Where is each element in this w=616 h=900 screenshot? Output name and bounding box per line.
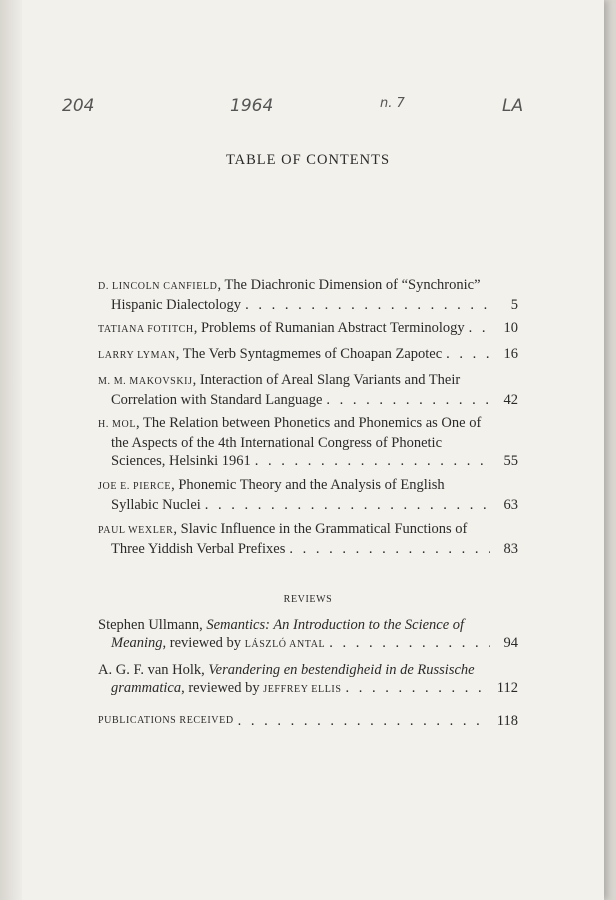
- reviewed-by: , reviewed by: [162, 635, 245, 651]
- article-title: Syllabic Nuclei: [111, 497, 201, 513]
- reviewer: JEFFREY ELLIS: [263, 684, 342, 695]
- leader-dots: [255, 452, 490, 470]
- article-title: , Interaction of Areal Slang Variants and Their: [192, 372, 461, 388]
- author: JOE E. PIERCE: [98, 481, 172, 492]
- leader-dots: [289, 540, 490, 558]
- handwritten-mark: 204: [62, 96, 95, 116]
- page-number: 16: [503, 346, 518, 362]
- page-number: 55: [503, 453, 518, 469]
- toc-entry: [98, 520, 518, 558]
- article-title: , The Relation between Phonetics and Phonemics as One of: [136, 415, 482, 431]
- page-number: 118: [496, 713, 518, 729]
- page-number: 63: [503, 497, 518, 513]
- handwritten-mark: LA: [502, 96, 524, 116]
- leader-dots: [346, 679, 490, 699]
- page-number: 42: [503, 392, 518, 408]
- publications-entry: [98, 712, 518, 730]
- toc-entry: [98, 371, 518, 409]
- article-title: Sciences, Helsinki 1961: [111, 453, 251, 469]
- handwritten-mark: 1964: [230, 96, 274, 116]
- leader-dots: [205, 496, 490, 514]
- toc-entry: [98, 276, 518, 314]
- article-title: Correlation with Standard Language: [111, 392, 323, 408]
- article-title: Three Yiddish Verbal Prefixes: [111, 541, 286, 557]
- article-title: , Phonemic Theory and the Analysis of English: [171, 477, 445, 493]
- author: TATIANA FOTITCH: [98, 324, 194, 335]
- author: LARRY LYMAN: [98, 350, 176, 361]
- author: M. M. MAKOVSKIJ: [98, 376, 193, 387]
- page-number: 10: [503, 320, 518, 336]
- toc-entry: [98, 476, 518, 514]
- article-title: , The Verb Syntagmemes of Choapan Zapotec: [175, 346, 443, 362]
- book-title: Semantics: An Introduction to the Science of: [206, 617, 465, 633]
- leader-dots: [245, 296, 490, 314]
- toc-entry: [98, 345, 518, 365]
- page-gutter: [0, 0, 22, 900]
- page-number: 112: [496, 680, 518, 696]
- publications-label: PUBLICATIONS RECEIVED: [98, 715, 234, 726]
- review-author: A. G. F. van Holk,: [98, 662, 209, 678]
- book-title: Verandering en bestendigheid in de Russische: [208, 662, 475, 678]
- page-number: 5: [510, 297, 518, 313]
- leader-dots: [446, 345, 490, 365]
- reviews-heading: REVIEWS: [283, 594, 333, 605]
- reviewer: LÁSZLÓ ANTAL: [244, 639, 326, 650]
- article-title: Hispanic Dialectology: [111, 297, 242, 313]
- page-title: TABLE OF CONTENTS: [225, 152, 391, 168]
- book-title: grammatica: [111, 680, 182, 696]
- leader-dots: [238, 712, 490, 730]
- article-title: , Problems of Rumanian Abstract Terminology: [193, 320, 465, 336]
- article-title: the Aspects of the 4th International Congress of Phonetic: [111, 435, 443, 451]
- author: H. MOL: [98, 419, 137, 430]
- author: D. LINCOLN CANFIELD: [98, 281, 218, 292]
- article-title: , The Diachronic Dimension of “Synchronic”: [217, 277, 481, 293]
- handwritten-mark: n. 7: [380, 96, 405, 111]
- toc-entry: [98, 414, 518, 470]
- leader-dots: [469, 319, 490, 339]
- book-title: Meaning: [111, 635, 163, 651]
- review-entry: [98, 616, 518, 654]
- review-entry: [98, 661, 518, 699]
- page-number: 94: [503, 635, 518, 651]
- article-title: , Slavic Influence in the Grammatical Functions of: [173, 521, 468, 537]
- toc-entry: [98, 319, 518, 339]
- leader-dots: [329, 634, 490, 654]
- page-number: 83: [503, 541, 518, 557]
- review-author: Stephen Ullmann,: [98, 617, 207, 633]
- leader-dots: [326, 391, 490, 409]
- reviewed-by: , reviewed by: [181, 680, 264, 696]
- author: PAUL WEXLER: [98, 525, 174, 536]
